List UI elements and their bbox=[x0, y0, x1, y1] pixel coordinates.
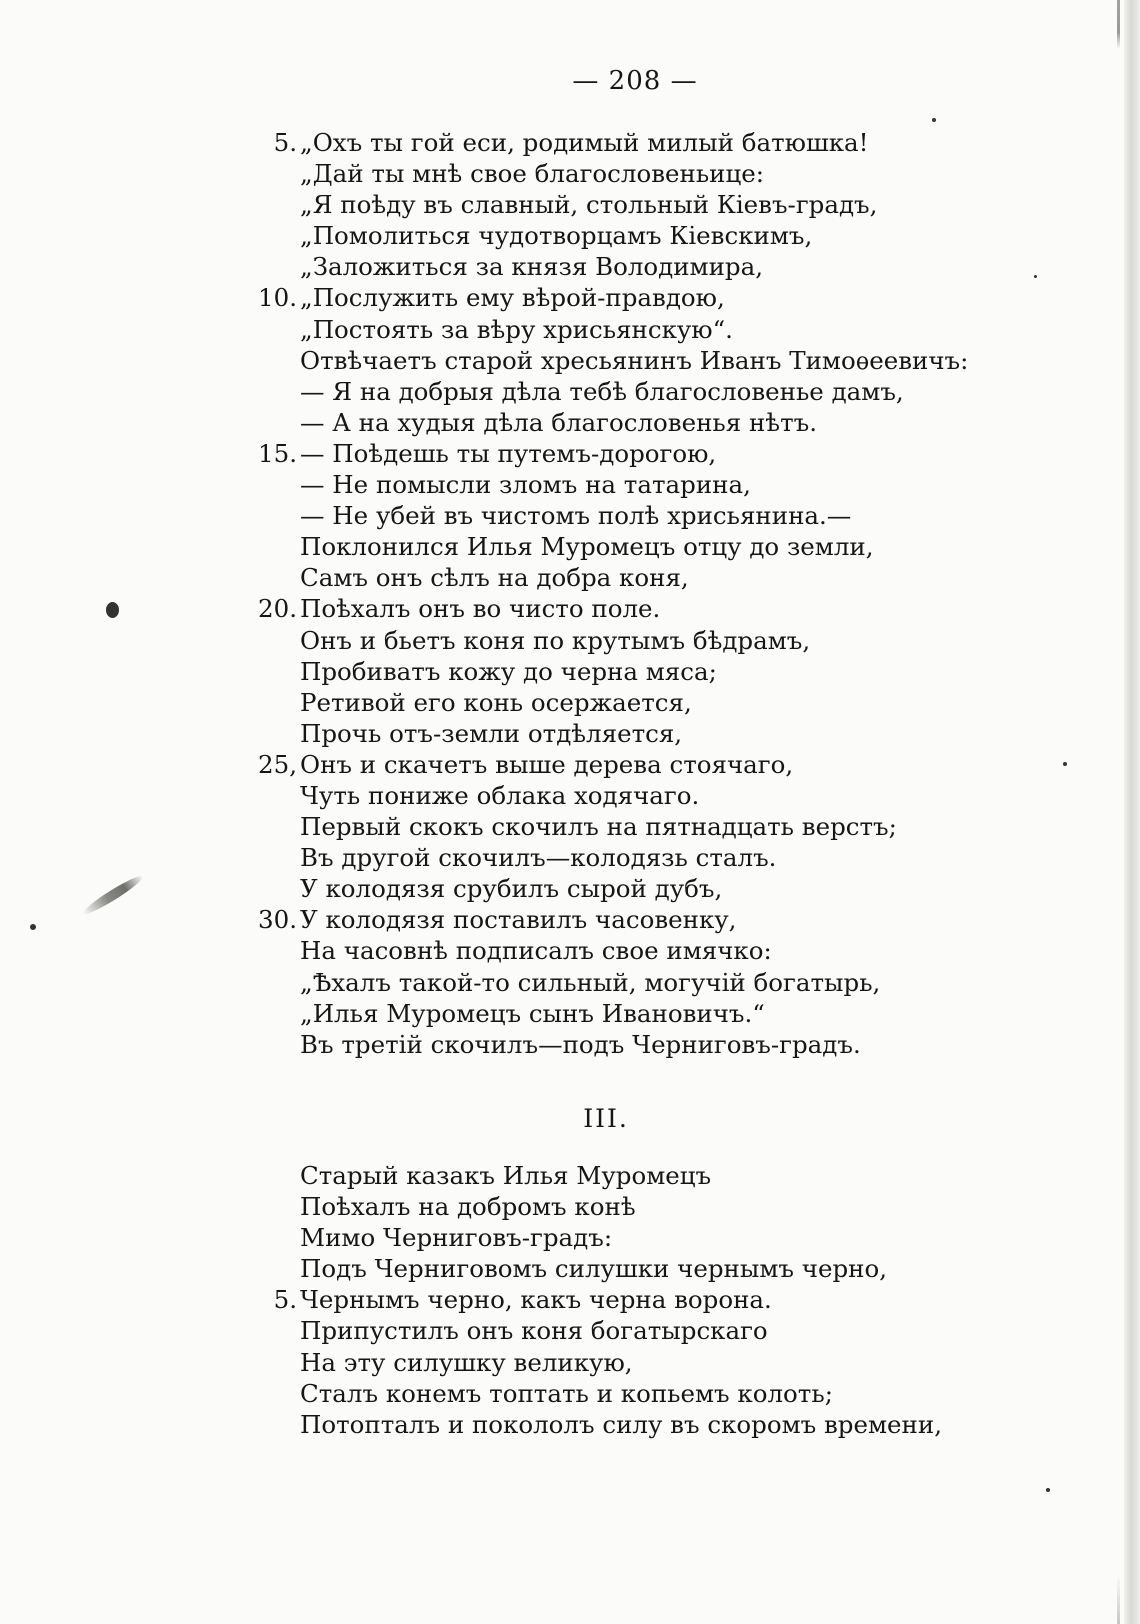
verse-line bbox=[300, 1222, 960, 1253]
verse-line bbox=[300, 158, 960, 189]
verse-text: Самъ онъ сѣлъ на добра коня, bbox=[300, 563, 689, 593]
verse-text: Прочь отъ-земли отдѣляется, bbox=[300, 718, 683, 748]
verse-text: На часовнѣ подписалъ свое имячко: bbox=[300, 936, 772, 966]
verse-line bbox=[300, 562, 960, 593]
verse-line bbox=[300, 314, 960, 345]
verse-text: Поѣхалъ онъ во чисто поле. bbox=[300, 594, 661, 624]
verse-text: У колодязя поставилъ часовенку, bbox=[300, 905, 737, 935]
verse-text: Въ третій скочилъ—подъ Черниговъ-градъ. bbox=[300, 1029, 861, 1059]
verse-line bbox=[258, 438, 960, 469]
verse-line bbox=[300, 967, 960, 998]
scan-smudge bbox=[81, 872, 146, 918]
line-number: 30. bbox=[258, 905, 297, 935]
verse-line bbox=[273, 1284, 960, 1315]
verse-line bbox=[300, 1191, 960, 1222]
verse-text: Сталъ конемъ топтать и копьемъ колоть; bbox=[300, 1378, 833, 1408]
verse-line bbox=[300, 656, 960, 687]
verse-text: Поклонился Илья Муромецъ отцу до земли, bbox=[300, 532, 874, 562]
verse-line bbox=[273, 127, 960, 158]
verse-text: Мимо Черниговъ-градъ: bbox=[300, 1223, 613, 1253]
verse-line bbox=[300, 1347, 960, 1378]
verse-text: „Послужить ему вѣрой-правдою, bbox=[300, 283, 725, 313]
verse-line bbox=[300, 687, 960, 718]
verse-text: — Не убей въ чистомъ полѣ хрисьянина.— bbox=[300, 501, 852, 531]
verse-text: — А на худыя дѣла благословенья нѣтъ. bbox=[300, 407, 818, 437]
verse-text: Первый скокъ скочилъ на пятнадцать верстъ; bbox=[300, 812, 897, 842]
verse-text: „Охъ ты гой еси, родимый милый батюшка! bbox=[300, 128, 869, 157]
verse-text: Въ другой скочилъ—колодязь сталъ. bbox=[300, 843, 777, 873]
verse-line bbox=[258, 593, 960, 624]
verse-section-one bbox=[258, 127, 969, 1060]
verse-text: Чернымъ черно, какъ черна ворона. bbox=[300, 1285, 772, 1315]
verse-line bbox=[300, 998, 960, 1029]
verse-text: Потопталъ и покололъ силу въ скоромъ времени, bbox=[300, 1409, 942, 1439]
verse-line bbox=[300, 345, 969, 376]
verse-line bbox=[300, 1160, 960, 1191]
line-number: 5. bbox=[273, 1285, 297, 1315]
verse-line bbox=[300, 842, 960, 873]
verse-text: Припустилъ онъ коня богатырскаго bbox=[300, 1316, 768, 1346]
verse-line bbox=[300, 811, 960, 842]
ink-speck bbox=[106, 602, 119, 618]
verse-text: „Помолиться чудотворцамъ Кіевскимъ, bbox=[300, 221, 813, 251]
page-number: — 208 — bbox=[572, 66, 698, 96]
verse-text: Онъ и скачетъ выше дерева стоячаго, bbox=[300, 749, 794, 779]
verse-line bbox=[300, 718, 960, 749]
verse-line bbox=[300, 1029, 960, 1060]
verse-line bbox=[258, 749, 960, 780]
verse-line bbox=[300, 873, 960, 904]
verse-text: Отвѣчаетъ старой хресьянинъ Иванъ Тимоѳеевичъ: bbox=[300, 345, 969, 375]
verse-line bbox=[300, 189, 960, 220]
verse-text: — Не помысли зломъ на татарина, bbox=[300, 470, 751, 500]
verse-text: Поѣхалъ на добромъ конѣ bbox=[300, 1192, 636, 1222]
verse-text: „Постоять за вѣру хрисьянскую“. bbox=[300, 314, 733, 344]
ink-speck bbox=[1034, 275, 1037, 278]
verse-text: — Поѣдешь ты путемъ-дорогою, bbox=[300, 438, 717, 468]
verse-line bbox=[300, 407, 960, 438]
verse-line bbox=[300, 500, 960, 531]
verse-text: „Дай ты мнѣ свое благословеньице: bbox=[300, 159, 765, 189]
verse-line bbox=[300, 469, 960, 500]
verse-line bbox=[300, 220, 960, 251]
verse-text: „Ѣхалъ такой-то сильный, могучій богатырь, bbox=[300, 967, 881, 997]
verse-text: На эту силушку великую, bbox=[300, 1347, 633, 1377]
verse-text: У колодязя срубилъ сырой дубъ, bbox=[300, 874, 723, 904]
verse-line bbox=[300, 1315, 960, 1346]
verse-line bbox=[258, 904, 960, 935]
verse-line bbox=[300, 625, 960, 656]
verse-line bbox=[300, 376, 960, 407]
binding-edge bbox=[1117, 0, 1120, 1624]
verse-text: Чуть пониже облака ходячаго. bbox=[300, 780, 700, 810]
verse-text: „Я поѣду въ славный, стольный Кіевъ-градъ, bbox=[300, 190, 878, 220]
ink-speck bbox=[30, 924, 36, 930]
verse-text: Старый казакъ Илья Муромецъ bbox=[300, 1161, 712, 1190]
line-number: 15. bbox=[258, 438, 297, 468]
verse-text: Подъ Черниговомъ силушки чернымъ черно, bbox=[300, 1254, 888, 1284]
line-number: 20. bbox=[258, 594, 297, 624]
verse-line bbox=[300, 1253, 960, 1284]
line-number: 10. bbox=[258, 283, 297, 313]
verse-section-two bbox=[273, 1160, 960, 1440]
page-edge-shadow bbox=[1124, 0, 1140, 1624]
verse-line bbox=[300, 251, 960, 282]
verse-line bbox=[300, 1378, 960, 1409]
verse-line bbox=[300, 531, 960, 562]
verse-text: — Я на добрыя дѣла тебѣ благословенье дамъ, bbox=[300, 376, 904, 406]
verse-text: „Заложиться за князя Володимира, bbox=[300, 252, 764, 282]
verse-text: Онъ и бьетъ коня по крутымъ бѣдрамъ, bbox=[300, 625, 811, 655]
ink-speck bbox=[1063, 762, 1067, 766]
verse-text: „Илья Муромецъ сынъ Ивановичъ.“ bbox=[300, 998, 765, 1028]
verse-line bbox=[258, 282, 960, 313]
ink-speck bbox=[1046, 1488, 1050, 1492]
verse-line bbox=[300, 935, 960, 966]
verse-text: Пробиватъ кожу до черна мяса; bbox=[300, 656, 717, 686]
verse-text: Ретивой его конь осержается, bbox=[300, 687, 692, 717]
section-heading: III. bbox=[583, 1104, 629, 1133]
line-number: 5. bbox=[273, 128, 297, 157]
verse-line bbox=[300, 1409, 960, 1440]
verse-line bbox=[300, 780, 960, 811]
ink-speck bbox=[932, 118, 936, 122]
line-number: 25, bbox=[258, 749, 297, 779]
